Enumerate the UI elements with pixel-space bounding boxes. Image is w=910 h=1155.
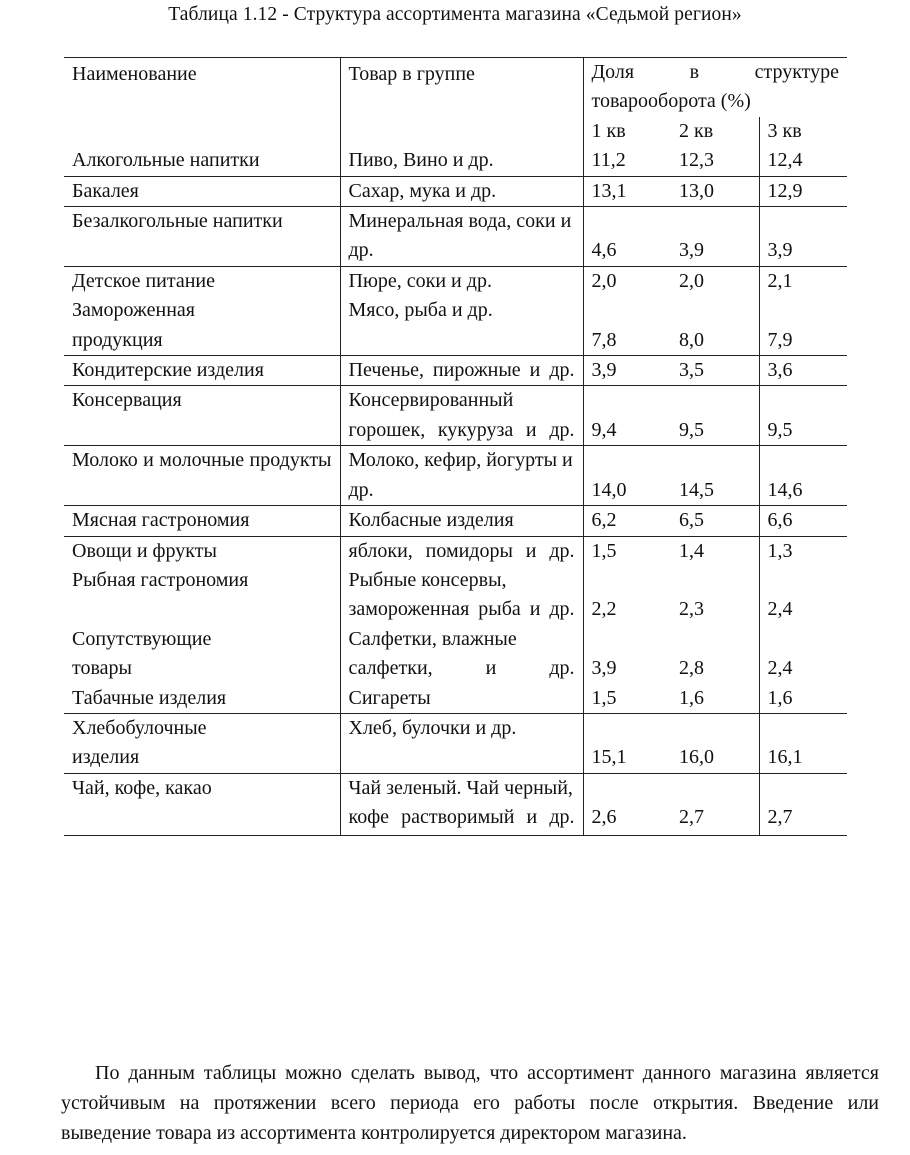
row-q3: 16,1 bbox=[759, 713, 847, 773]
table-row bbox=[64, 506, 847, 536]
row-group: Колбасные изделия bbox=[340, 506, 583, 536]
table-caption: Таблица 1.12 - Структура ассортимента магазина «Седьмой регион» bbox=[168, 4, 742, 25]
header-group: Товар в группе bbox=[340, 58, 583, 117]
row-group: Консервированный горошек, кукуруза и др. bbox=[340, 386, 583, 446]
row-q3: 2,4 bbox=[759, 625, 847, 684]
row-group: Пюре, соки и др. bbox=[340, 266, 583, 296]
table-row bbox=[64, 266, 847, 296]
row-q2: 16,0 bbox=[671, 713, 759, 773]
row-q3: 12,4 bbox=[759, 146, 847, 176]
row-q1: 1,5 bbox=[583, 684, 671, 714]
row-q1: 4,6 bbox=[583, 207, 671, 267]
conclusion-paragraph: По данным таблицы можно сделать вывод, что ассортимент данного магазина является устойчивым на протяжении всего периода его работы после открытия. Введение или выведение товара из ассортимента контролируется директором магазина. bbox=[61, 1062, 879, 1144]
row-q1: 6,2 bbox=[583, 506, 671, 536]
assortment-table bbox=[64, 57, 847, 836]
table-row bbox=[64, 356, 847, 386]
row-group: Хлеб, булочки и др. bbox=[340, 713, 583, 773]
row-q3: 1,6 bbox=[759, 684, 847, 714]
row-group: Печенье, пирожные и др. bbox=[340, 356, 583, 386]
row-name: Хлебобулочные изделия bbox=[64, 713, 340, 773]
row-q2: 2,3 bbox=[679, 598, 704, 621]
row-name: Бакалея bbox=[64, 176, 340, 206]
row-q1: 2,6 bbox=[583, 773, 671, 835]
row-name: Табачные изделия bbox=[72, 686, 227, 709]
row-q1: 11,2 bbox=[583, 146, 671, 176]
row-q3: 9,5 bbox=[759, 386, 847, 446]
row-q3: 12,9 bbox=[759, 176, 847, 206]
row-q1: 3,9 bbox=[583, 356, 671, 386]
table-row bbox=[64, 296, 847, 355]
row-group: Сигареты bbox=[340, 684, 583, 714]
row-group: Сахар, мука и др. bbox=[340, 176, 583, 206]
row-q3: 7,9 bbox=[759, 296, 847, 355]
row-q1: 2,0 bbox=[583, 266, 671, 296]
row-q1: 14,0 bbox=[583, 446, 671, 506]
header-q2: 2 кв bbox=[679, 119, 714, 142]
header-name: Наименование bbox=[72, 63, 197, 85]
row-q2: 9,5 bbox=[671, 386, 759, 446]
row-group: Молоко, кефир, йогурты и др. bbox=[340, 446, 583, 506]
row-q2: 13,0 bbox=[671, 176, 759, 206]
row-q3: 2,1 bbox=[759, 266, 847, 296]
header-share-line2: товарооборота (%) bbox=[591, 90, 751, 113]
row-q1: 3,9 bbox=[583, 625, 671, 684]
row-name: Сопутствующие товары bbox=[72, 627, 212, 680]
row-name: Мясная гастрономия bbox=[64, 506, 340, 536]
table-row bbox=[64, 176, 847, 206]
row-q2: 1,6 bbox=[679, 686, 704, 709]
header-q3: 3 кв bbox=[759, 117, 847, 146]
row-q1: 7,8 bbox=[583, 296, 671, 355]
row-q2: 2,7 bbox=[671, 773, 759, 835]
row-group: Чай зеленый. Чай черный, кофе растворимый и др. bbox=[340, 773, 583, 835]
header-share bbox=[583, 58, 847, 117]
row-q3: 3,6 bbox=[759, 356, 847, 386]
row-q1: 1,5 bbox=[583, 536, 671, 566]
row-name: Детское питание bbox=[64, 266, 340, 296]
row-group: Рыбные консервы, замороженная рыба и др. bbox=[340, 566, 583, 625]
table-header-row bbox=[64, 58, 847, 117]
row-q2: 2,0 bbox=[671, 266, 759, 296]
row-group: Салфетки, влажные салфетки, и др. bbox=[340, 625, 583, 684]
table-row bbox=[64, 713, 847, 773]
row-name: Консервация bbox=[64, 386, 340, 446]
row-group: Пиво, Вино и др. bbox=[340, 146, 583, 176]
row-q2: 1,4 bbox=[671, 536, 759, 566]
header-share-line1: Доля в структуре bbox=[591, 61, 840, 83]
table-row bbox=[64, 446, 847, 506]
row-q3: 1,3 bbox=[759, 536, 847, 566]
row-q2: 12,3 bbox=[679, 149, 714, 172]
row-q2: 8,0 bbox=[679, 328, 704, 351]
row-name: Безалкогольные напитки bbox=[64, 207, 340, 267]
row-name: Рыбная гастрономия bbox=[72, 568, 249, 591]
row-q2: 6,5 bbox=[671, 506, 759, 536]
row-q3: 3,9 bbox=[759, 207, 847, 267]
table-row bbox=[64, 536, 847, 566]
row-q2: 14,5 bbox=[671, 446, 759, 506]
row-q1: 15,1 bbox=[583, 713, 671, 773]
row-group: Минеральная вода, соки и др. bbox=[340, 207, 583, 267]
table-row bbox=[64, 207, 847, 267]
table-row bbox=[64, 625, 847, 684]
row-q3: 14,6 bbox=[759, 446, 847, 506]
row-name: Чай, кофе, какао bbox=[64, 773, 340, 835]
table-row bbox=[64, 773, 847, 835]
row-q3: 2,7 bbox=[759, 773, 847, 835]
row-name: Алкогольные напитки bbox=[72, 149, 260, 172]
row-q1: 13,1 bbox=[583, 176, 671, 206]
table-row bbox=[64, 386, 847, 446]
row-q3: 6,6 bbox=[759, 506, 847, 536]
row-q1: 2,2 bbox=[583, 566, 671, 625]
row-name: Кондитерские изделия bbox=[64, 356, 340, 386]
table-row bbox=[64, 684, 847, 714]
table-quarter-row bbox=[64, 117, 847, 146]
row-group: яблоки, помидоры и др. bbox=[340, 536, 583, 566]
row-q2: 3,5 bbox=[671, 356, 759, 386]
table-row bbox=[64, 146, 847, 176]
row-q1: 9,4 bbox=[583, 386, 671, 446]
row-q2: 2,8 bbox=[679, 657, 704, 680]
row-q3: 2,4 bbox=[759, 566, 847, 625]
row-name: Молоко и молочные продукты bbox=[64, 446, 340, 506]
table-row bbox=[64, 566, 847, 625]
row-q2: 3,9 bbox=[671, 207, 759, 267]
row-name: Овощи и фрукты bbox=[64, 536, 340, 566]
row-name: Замороженная продукция bbox=[72, 299, 195, 351]
row-group: Мясо, рыба и др. bbox=[340, 296, 583, 355]
header-q1: 1 кв bbox=[583, 117, 671, 146]
